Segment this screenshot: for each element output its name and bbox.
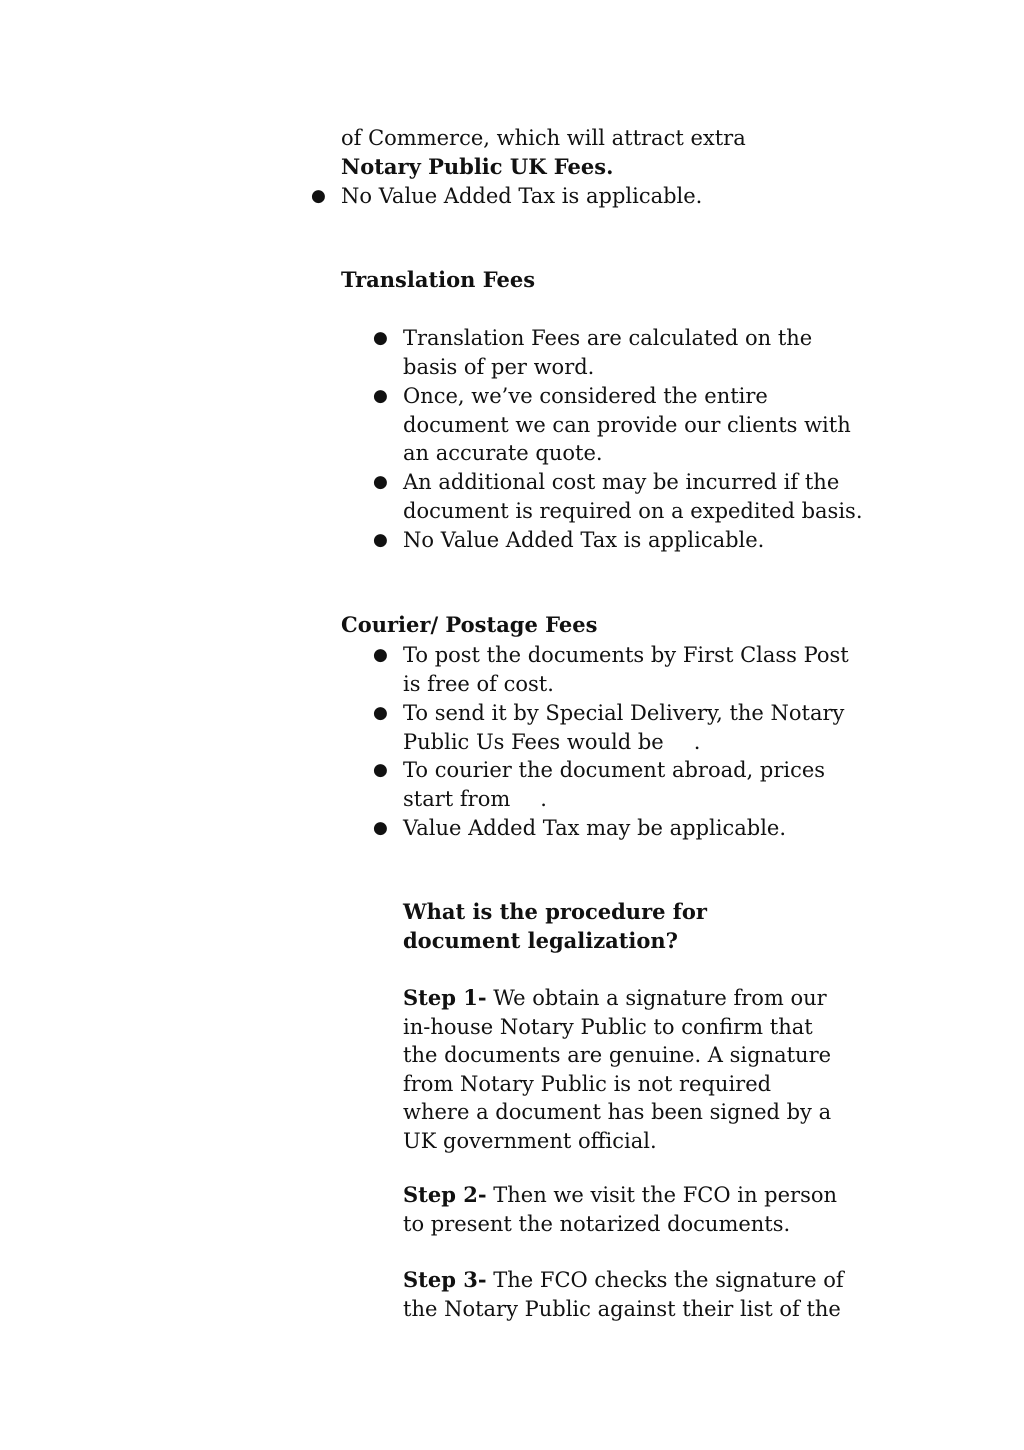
translation-item-text: No Value Added Tax is applicable. bbox=[403, 528, 765, 552]
courier-item-text: To send it by Special Delivery, the Notary Public Us Fees would be bbox=[403, 701, 845, 754]
translation-item-text: An additional cost may be incurred if the document is required on a expedited basis. bbox=[403, 470, 863, 523]
intro-continuation-bold: Notary Public UK Fees. bbox=[341, 153, 614, 179]
step-text: The FCO checks the signature of the Notary Public against their list of the bbox=[403, 1268, 844, 1321]
period-mark: . bbox=[693, 729, 701, 754]
step-label: Step 1- bbox=[403, 985, 487, 1010]
bullet-icon: ● bbox=[373, 328, 388, 348]
bullet-icon: ● bbox=[373, 472, 388, 492]
bullet-icon: ● bbox=[373, 386, 388, 406]
step-label: Step 2- bbox=[403, 1182, 487, 1207]
procedure-step-3 bbox=[403, 1266, 863, 1323]
courier-item-text: To courier the document abroad, prices start from bbox=[403, 758, 826, 811]
procedure-step-2 bbox=[403, 1181, 853, 1238]
translation-item-text: Once, we’ve considered the entire document we can provide our clients with an accurate quote. bbox=[403, 384, 851, 466]
bullet-icon: ● bbox=[373, 703, 388, 723]
bullet-icon: ● bbox=[373, 760, 388, 780]
step-label: Step 3- bbox=[403, 1267, 487, 1292]
bullet-icon: ● bbox=[373, 818, 388, 838]
intro-vat-text: No Value Added Tax is applicable. bbox=[341, 184, 703, 208]
intro-continuation-text: of Commerce, which will attract extra bbox=[341, 126, 746, 150]
bullet-icon: ● bbox=[373, 530, 388, 550]
courier-heading: Courier/ Postage Fees bbox=[341, 612, 598, 637]
courier-item-text: Value Added Tax may be applicable. bbox=[403, 816, 787, 840]
period-mark: . bbox=[540, 786, 547, 811]
intro-continuation bbox=[341, 124, 821, 181]
step-text: Then we visit the FCO in person to present the notarized documents. bbox=[403, 1183, 838, 1236]
courier-item-text: To post the documents by First Class Post is free of cost. bbox=[403, 643, 849, 696]
translation-item-text: Translation Fees are calculated on the basis of per word. bbox=[403, 326, 813, 379]
procedure-step-1 bbox=[403, 984, 843, 1156]
bullet-icon: ● bbox=[311, 186, 326, 206]
bullet-icon: ● bbox=[373, 645, 388, 665]
step-text: We obtain a signature from our in-house Notary Public to confirm that the documents are genuine. A signature from Notary Public is not required where a document has been signed by a UK government official. bbox=[403, 986, 832, 1153]
procedure-heading: What is the procedure for document legalization? bbox=[403, 899, 707, 953]
translation-heading: Translation Fees bbox=[341, 267, 536, 292]
